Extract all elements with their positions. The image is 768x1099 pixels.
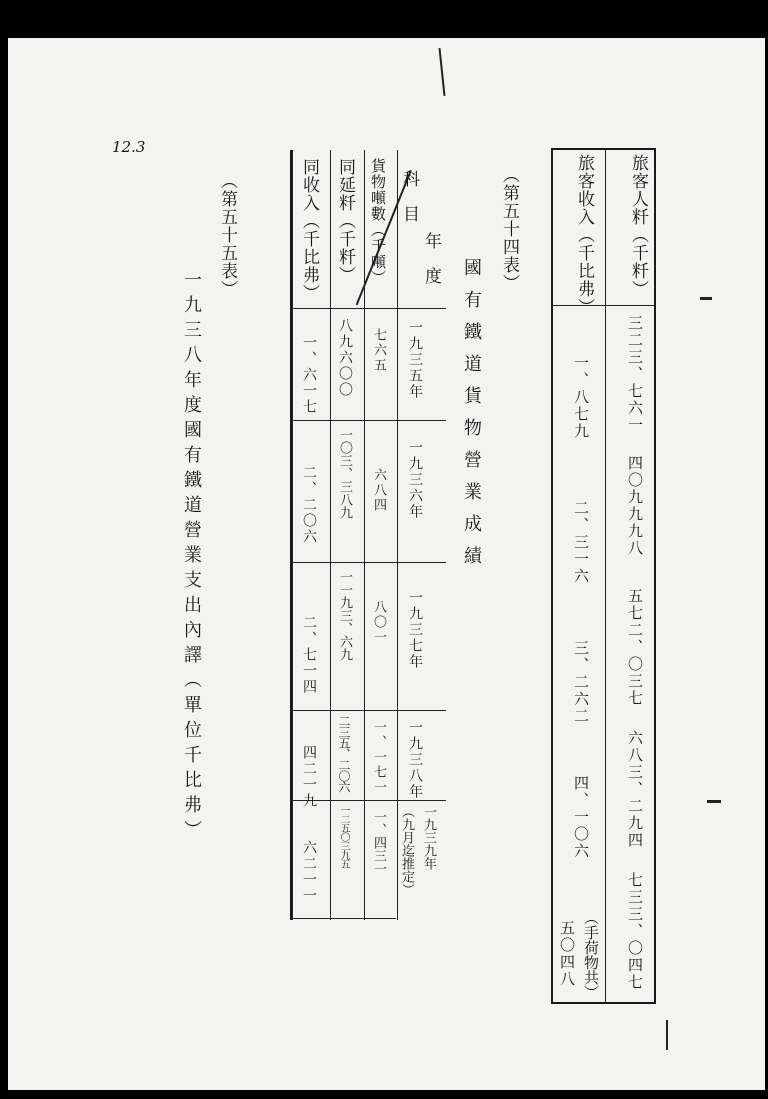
scan-mark [707,800,721,803]
table-cell: 四〇九九九八 [626,455,644,557]
table-cell: 二、七一四 [301,615,317,695]
scan-mark [700,297,712,300]
table54-caption: （第五十四表） [499,166,519,292]
table-cell: 六二一一 [301,840,317,904]
table-cell: 一〇三、三八九 [337,428,352,519]
year-cell: 一九三七年 [407,590,423,670]
year-cell: 一九三八年 [407,720,423,800]
table-cell: 六八三、二九四 [626,730,644,849]
table-cell: 八〇一 [371,600,386,645]
table-cell: 一二五〇三九五 [338,805,349,868]
table-cell: 七六五 [371,328,386,373]
freight-revenue-label: 同收入（千比弗） [299,158,319,302]
table55-title: 一九三八年度國有鐵道營業支出內譯（單位千比弗） [181,270,202,845]
table-cell: 五〇四八 [558,920,576,988]
table-cell: 三、二六二 [572,640,590,725]
table-cell: 二三五、二〇六 [337,715,351,792]
freight-tons-label: 貨物噸數（千噸） [369,158,387,286]
year-cell: 一九三五年 [407,320,423,400]
table-cell: 一、四三一 [371,810,386,875]
passenger-revenue-label: 旅客收入（千比弗） [574,154,594,316]
table-cell: 二、二〇六 [301,465,317,545]
scan-mark [666,1020,668,1050]
baggage-note: （手荷物共） [582,910,600,1000]
table-cell: 一、一七一 [371,720,386,795]
year-cell: 一九三九年 [421,805,436,870]
year-header: 年度 [421,232,441,302]
table-cell: 一、八七九 [572,355,590,440]
table54-title: 國有鐵道貨物營業成績 [461,258,482,578]
table-cell: 二、三一六 [572,500,590,585]
table55-caption: （第五十五表） [217,172,237,298]
freight-table [290,150,446,920]
year-cell: 一九三六年 [407,440,423,520]
table-cell: 三二三、七六一 [626,315,644,434]
passenger-table [551,148,656,1004]
table-cell: 六八四 [371,468,386,513]
year-note: （九月迄推定） [399,805,414,896]
table-cell: 四、一〇六 [572,775,590,860]
table-cell: 一、六一七 [301,335,317,415]
table-cell: 五七二、〇三七 [626,588,644,707]
page-number: 12.3 [112,138,146,156]
table-cell: 四二一九 [301,745,317,809]
table-cell: 八九六〇〇 [337,318,353,398]
table-cell: 七三三、〇四七 [626,872,644,991]
passenger-km-label: 旅客人粁（千粁） [628,154,648,298]
freight-km-label: 同延粁（千粁） [335,158,355,284]
subject-header: 科目 [399,170,419,240]
table-cell: 一一九三、六九 [337,570,352,661]
